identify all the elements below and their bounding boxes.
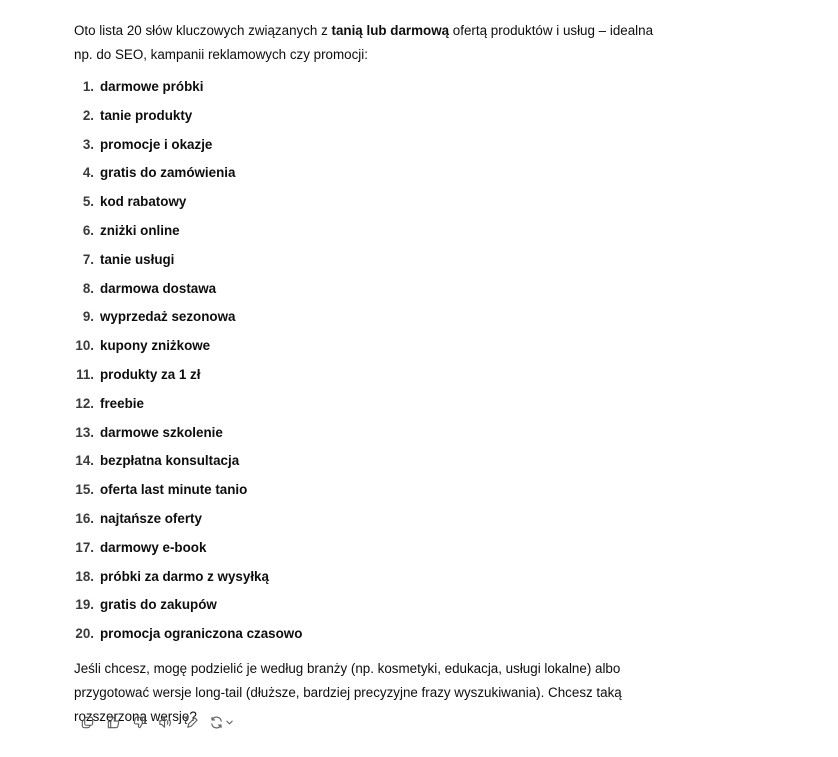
keyword-label: gratis do zamówienia [100, 165, 236, 181]
list-number: 18. [75, 568, 94, 584]
list-number: 1. [82, 79, 94, 94]
list-number: 9. [82, 309, 94, 325]
list-item [74, 534, 674, 563]
list-item [74, 361, 674, 390]
keyword-label: darmowa dostawa [100, 280, 217, 296]
list-number: 2. [82, 107, 94, 123]
keyword-label: gratis do zakupów [100, 597, 217, 613]
edit-icon [184, 715, 199, 730]
list-number: 3. [82, 136, 94, 152]
list-item [74, 476, 674, 505]
outro-paragraph: Jeśli chcesz, mogę podzielić je według branży (np. kosmetyki, edukacja, usługi lokalne) albo przygotować wersje long-tail (dłuższe, bardziej precyzyjne frazy wyszukiwania). Chcesz taką rozszerzoną wersję? [74, 660, 622, 724]
read-aloud-icon [158, 715, 173, 730]
list-number: 8. [82, 280, 94, 296]
list-item [74, 591, 674, 620]
keyword-label: freebie [100, 395, 144, 411]
list-item [74, 563, 674, 592]
intro-paragraph [74, 19, 674, 67]
keyword-label: promocje i okazje [100, 136, 213, 152]
keyword-label: kupony zniżkowe [100, 338, 211, 354]
edit-canvas-button[interactable] [178, 712, 204, 732]
message-actions-toolbar [74, 712, 238, 732]
list-number: 7. [82, 251, 94, 267]
list-item [74, 332, 674, 361]
list-item [74, 159, 674, 188]
keyword-label: zniżki online [100, 222, 180, 238]
list-number: 17. [75, 539, 94, 555]
keyword-label: darmowy e-book [100, 539, 207, 555]
list-number: 20. [75, 626, 94, 642]
list-item [74, 390, 674, 419]
list-item [74, 505, 674, 534]
list-number: 15. [75, 482, 94, 498]
list-number: 12. [75, 395, 94, 411]
keyword-label: bezpłatna konsultacja [100, 453, 240, 469]
keyword-label: tanie produkty [100, 107, 193, 123]
regenerate-icon [209, 715, 224, 730]
good-response-button[interactable] [100, 712, 126, 732]
list-item [74, 275, 674, 304]
assistant-message [74, 19, 674, 729]
list-number: 6. [82, 222, 94, 238]
keyword-label: promocja ograniczona czasowo [100, 626, 303, 642]
copy-button[interactable] [74, 712, 100, 732]
list-item [74, 217, 674, 246]
copy-icon [80, 715, 95, 730]
list-number: 5. [82, 194, 94, 210]
list-number: 10. [75, 338, 94, 354]
list-item [74, 246, 674, 275]
keyword-label: kod rabatowy [100, 194, 187, 210]
thumbs-up-icon [106, 715, 121, 730]
keyword-label: próbki za darmo z wysyłką [100, 568, 269, 584]
list-item [74, 303, 674, 332]
list-number: 13. [75, 424, 94, 440]
list-item [74, 188, 674, 217]
keyword-label: wyprzedaż sezonowa [100, 309, 236, 325]
list-number: 14. [75, 453, 94, 469]
keyword-label: najtańsze oferty [100, 510, 202, 526]
read-aloud-button[interactable] [152, 712, 178, 732]
intro-text-before: Oto lista 20 słów kluczowych związanych z [74, 23, 332, 38]
list-item [74, 419, 674, 448]
list-number: 16. [75, 510, 94, 526]
bad-response-button[interactable] [126, 712, 152, 732]
list-number: 4. [82, 165, 94, 181]
list-item [74, 620, 674, 649]
keyword-label: darmowe szkolenie [100, 424, 223, 440]
list-item [74, 447, 674, 476]
list-number: 11. [76, 366, 94, 382]
list-item [74, 131, 674, 160]
keyword-label: tanie usługi [100, 251, 175, 267]
list-item [74, 73, 674, 102]
keyword-label: oferta last minute tanio [100, 482, 248, 498]
intro-text-after: ofertą produktów i usług – idealna np. do SEO, kampanii reklamowych czy promocji: [74, 23, 654, 62]
keyword-list [74, 73, 674, 649]
list-item [74, 102, 674, 131]
keyword-label: produkty za 1 zł [100, 366, 201, 382]
regenerate-button[interactable] [204, 712, 238, 732]
chevron-down-icon [225, 718, 234, 727]
thumbs-down-icon [132, 715, 147, 730]
intro-bold-text: tanią lub darmową [331, 23, 450, 38]
list-number: 19. [75, 597, 94, 613]
keyword-label: darmowe próbki [100, 79, 204, 94]
